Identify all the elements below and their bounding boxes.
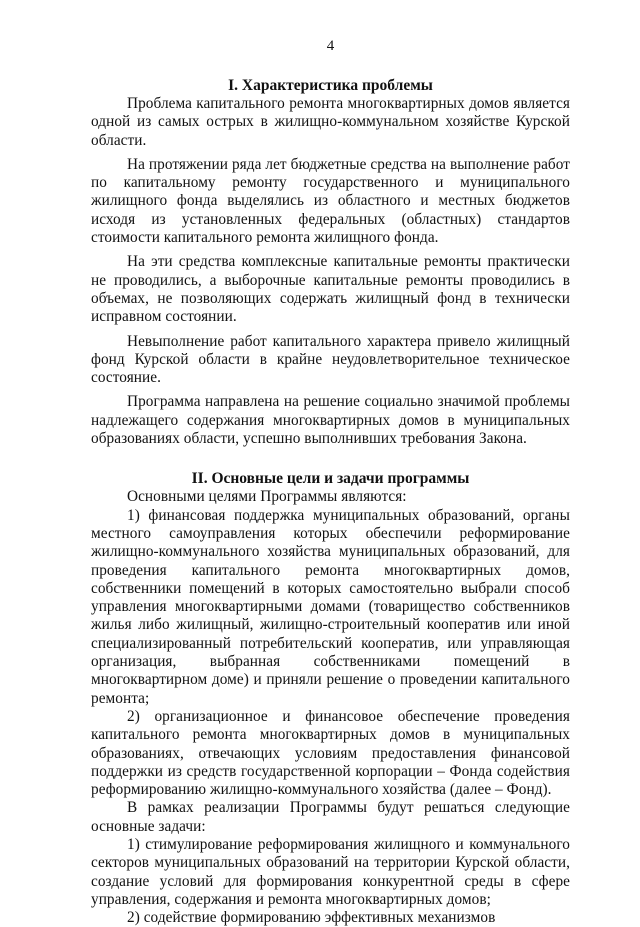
section-1-paragraph: На протяжении ряда лет бюджетные средства на выполнение работ по капитальному ремонту государственного и муниципального жилищного фонда выделялись из областного и местных бюджетов исходя из установленных федеральных (областных) стандартов стоимости капитального ремонта жилищного фонда. — [91, 155, 570, 247]
section-1-heading: I. Характеристика проблемы — [228, 77, 433, 94]
tasks-intro: В рамках реализации Программы будут решаться следующие основные задачи: — [91, 799, 570, 835]
goals-intro: Основными целями Программы являются: — [127, 488, 407, 506]
task-item: 1) стимулирование реформирования жилищного и коммунального секторов муниципальных образований на территории Курской области, создание условий для формирования конкурентной среды в сфере управления, содержания и ремонта многоквартирных домов; — [91, 835, 570, 908]
section-2-heading: II. Основные цели и задачи программы — [191, 470, 470, 488]
section-1-paragraph: Программа направлена на решение социально значимой проблемы надлежащего содержания многоквартирных домов в муниципальных образованиях области, успешно выполнивших требования Закона. — [91, 393, 570, 448]
goal-item: 1) финансовая поддержка муниципальных образований, органы местного самоуправления которых обеспечили реформирование жилищно-коммунального хозяйства муниципальных образований, для проведения капитального ремонта многоквартирных домов, собственники помещений в которых самостоятельно выбрали способ управления многоквартирными домами (товарищество собственников жилья либо жилищный, жилищно-строительный кооператив или иной специализированный потребительский кооператив, или управляющая организация, выбранная собственниками помещений в многоквартирном доме) и приняли решение о проведении капитального ремонта; — [91, 506, 570, 707]
section-1-paragraph: На эти средства комплексные капитальные ремонты практически не проводились, а выборочные капитальные ремонты проводились в объемах, не позволяющих содержать жилищный фонд в технически исправном состоянии. — [91, 253, 570, 326]
task-item: 2) содействие формированию эффективных механизмов — [127, 909, 496, 927]
page-number: 4 — [326, 38, 335, 54]
section-1-paragraph: Невыполнение работ капитального характера привело жилищный фонд Курской области в крайне неудовлетворительное техническое состояние. — [91, 332, 570, 387]
section-1-paragraph: Проблема капитального ремонта многоквартирных домов является одной из самых острых в жилищно-коммунальном хозяйстве Курской области. — [91, 95, 570, 149]
goal-item: 2) организационное и финансовое обеспечение проведения капитального ремонта многоквартирных домов в муниципальных образованиях, отвечающих условиям предоставления финансовой поддержки из средств государственной корпорации – Фонда содействия реформированию жилищно-коммунального хозяйства (далее – Фонд). — [91, 707, 570, 799]
